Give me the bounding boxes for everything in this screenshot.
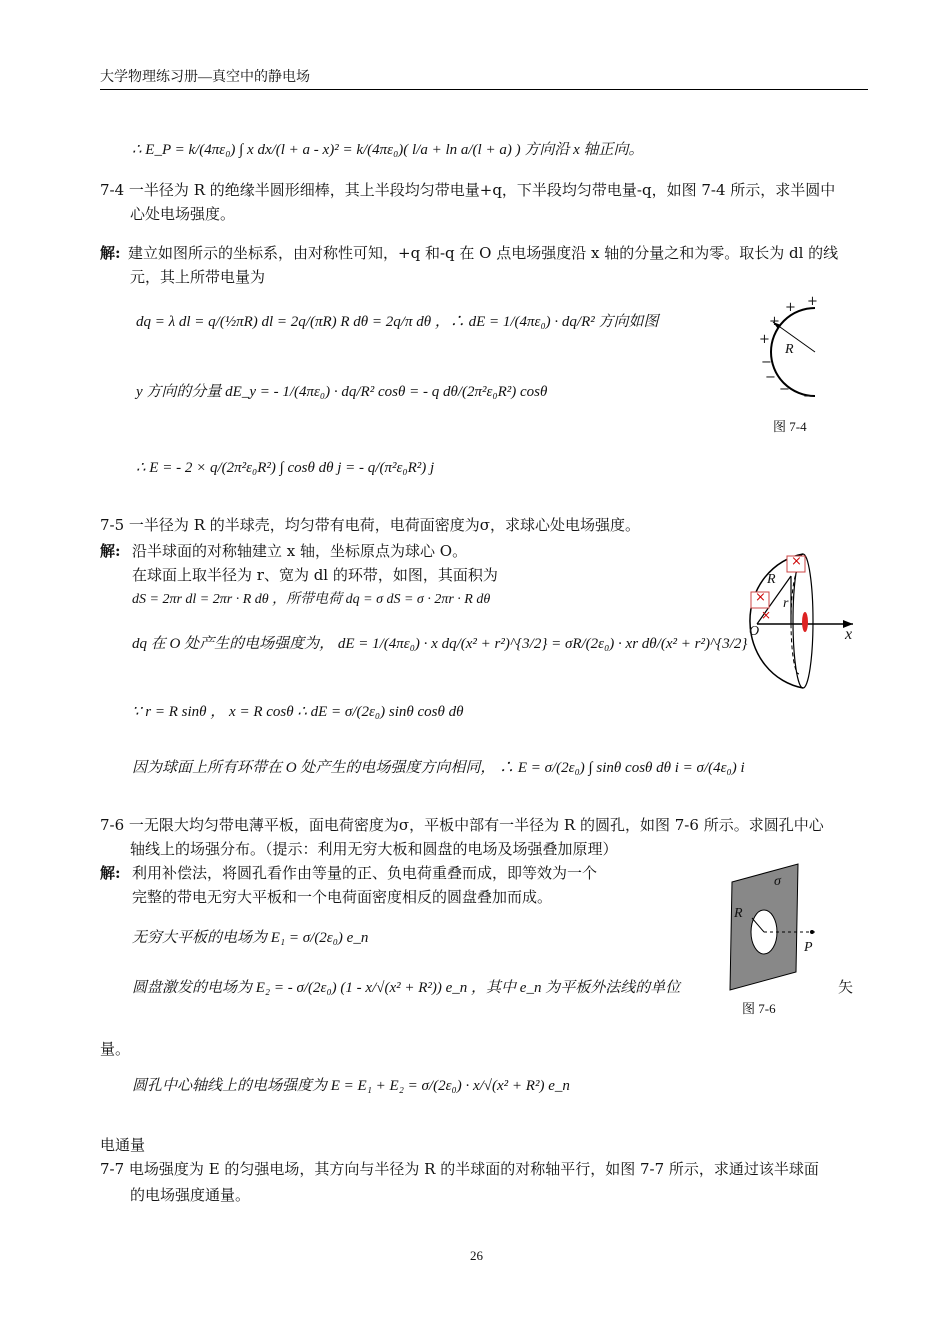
figure-7-5: [735, 550, 865, 690]
eq-e1: 无穷大平板的电场为 E₁ = σ/(2ε₀) e_n: [132, 930, 369, 946]
solution-label: 解:: [100, 244, 121, 262]
figure-7-4: [755, 292, 835, 437]
fig76-label-R: R: [734, 906, 743, 921]
fig74-minus-4: −: [803, 389, 814, 404]
eq-e2: 圆盘激发的电场为 E₂ = - σ/(2ε₀) (1 - x/√(x² + R²)) e_n ，其中 e_n 为平板外法线的单位: [132, 980, 681, 996]
fig76-caption: 图 7-6: [742, 1001, 776, 1016]
fig75-label-O: O: [749, 624, 760, 639]
eq-ds: dS = 2πr dl = 2πr · R dθ ，所带电荷 dq = σ dS = σ · 2πr · R dθ: [132, 592, 491, 607]
solution-7-4-line2: 元，其上所带电量为: [130, 268, 266, 286]
solution-7-5-line1: 沿半球面的对称轴建立 x 轴，坐标原点为球心 O。: [132, 542, 468, 560]
problem-7-4-line1: 7-4 一半径为 R 的绝缘半圆形细棒，其上半段均匀带电量+q，下半段均匀带电量-q，如图 7-4 所示，求半圆中: [100, 181, 836, 199]
eq-de: dq 在 O 处产生的电场强度为， dE = 1/(4πε₀) · x dq/(x² + r²)^{3/2} = σR/(2ε₀) · xr dθ/(x² + r²)^{3/2}: [132, 636, 748, 652]
fig76-label-P: P: [804, 940, 813, 955]
fig75-cross-1: ×: [791, 554, 802, 569]
problem-7-7-line1: 7-7 电场强度为 E 的匀强电场，其方向与半径为 R 的半球面的对称轴平行，如图 7-7 所示，求通过该半球面: [100, 1160, 819, 1178]
header-rule: [100, 89, 868, 90]
eq-e2-tail: 矢: [838, 978, 854, 996]
fig74-plus-4: +: [759, 332, 770, 347]
problem-7-4-line2: 心处电场强度。: [130, 205, 236, 223]
problem-7-6-line1: 7-6 一无限大均匀带电薄平板，面电荷密度为σ，平板中部有一半径为 R 的圆孔，如图 7-6 所示。求圆孔中心: [100, 816, 824, 834]
solution-7-5-line2: 在球面上取半径为 r、宽为 dl 的环带，如图，其面积为: [132, 566, 498, 584]
figure-7-6: [720, 862, 830, 1022]
fig74-plus-3: +: [769, 314, 780, 329]
solution-7-6-line1: 利用补偿法，将圆孔看作由等量的正、负电荷重叠而成，即等效为一个: [132, 864, 598, 882]
page-number: 26: [470, 1248, 483, 1263]
problem-7-7-line2: 的电场强度通量。: [130, 1186, 251, 1204]
solution-label: 解:: [100, 542, 121, 560]
fig75-cross-2: ×: [755, 590, 766, 605]
fig74-plus-1: +: [807, 294, 818, 309]
fig75-label-x: x: [845, 626, 853, 643]
eq-e-hemisphere: 因为球面上所有环带在 O 处产生的电场强度方向相同， ∴ E = σ/(2ε₀) ∫ sinθ cosθ dθ i = σ/(4ε₀) i: [132, 760, 745, 776]
solution-7-4-line1: 建立如图所示的坐标系，由对称性可知，+q 和-q 在 O 点电场强度沿 x 轴的分量之和为零。取长为 dl 的线: [128, 244, 839, 262]
eq-e-result: ∴ E = - 2 × q/(2π²ε₀R²) ∫ cosθ dθ j = - q/(π²ε₀R²) j: [136, 460, 435, 476]
page-header: 大学物理练习册—真空中的静电场: [100, 70, 310, 85]
fig76-label-sigma: σ: [774, 874, 781, 889]
fig74-caption: 图 7-4: [773, 419, 807, 434]
fig74-minus-1: −: [761, 355, 772, 370]
eq-r-x: ∵ r = R sinθ ， x = R cosθ ∴ dE = σ/(2ε₀) sinθ cosθ dθ: [132, 704, 464, 720]
fig74-plus-2: +: [785, 300, 796, 315]
fig75-cross-3: ×: [761, 608, 772, 622]
eq-e2-cont: 量。: [100, 1040, 131, 1058]
solution-label: 解:: [100, 864, 121, 882]
fig74-label-R: R: [785, 342, 794, 357]
eq-dq: dq = λ dl = q/(½πR) dl = 2q/(πR) R dθ = 2q/π dθ ，∴ dE = 1/(4πε₀) · dq/R² 方向如图: [136, 314, 659, 330]
fig75-label-r: r: [783, 596, 789, 611]
problem-7-5: 7-5 一半径为 R 的半球壳，均匀带有电荷，电荷面密度为σ，求球心处电场强度。: [100, 516, 640, 534]
fig75-label-R: R: [767, 572, 776, 587]
eq-ep: ∴ E_P = k/(4πε₀) ∫ x dx/(l + a - x)² = k/(4πε₀)( l/a + ln a/(l + a) ) 方向沿 x 轴正向。: [132, 142, 644, 158]
eq-dey: y 方向的分量 dE_y = - 1/(4πε₀) · dq/R² cosθ = - q dθ/(2π²ε₀R²) cosθ: [136, 384, 548, 400]
hemisphere-diagram: [735, 550, 865, 690]
fig74-minus-3: −: [779, 382, 790, 397]
fig74-minus-2: −: [765, 370, 776, 385]
section-heading: 电通量: [100, 1136, 146, 1154]
solution-7-6-line2: 完整的带电无穷大平板和一个电荷面密度相反的圆盘叠加而成。: [132, 888, 553, 906]
eq-e-total: 圆孔中心轴线上的电场强度为 E = E₁ + E₂ = σ/(2ε₀) · x/√(x² + R²) e_n: [132, 1078, 570, 1094]
problem-7-6-line2: 轴线上的场强分布。（提示：利用无穷大板和圆盘的电场及场强叠加原理）: [130, 840, 618, 858]
